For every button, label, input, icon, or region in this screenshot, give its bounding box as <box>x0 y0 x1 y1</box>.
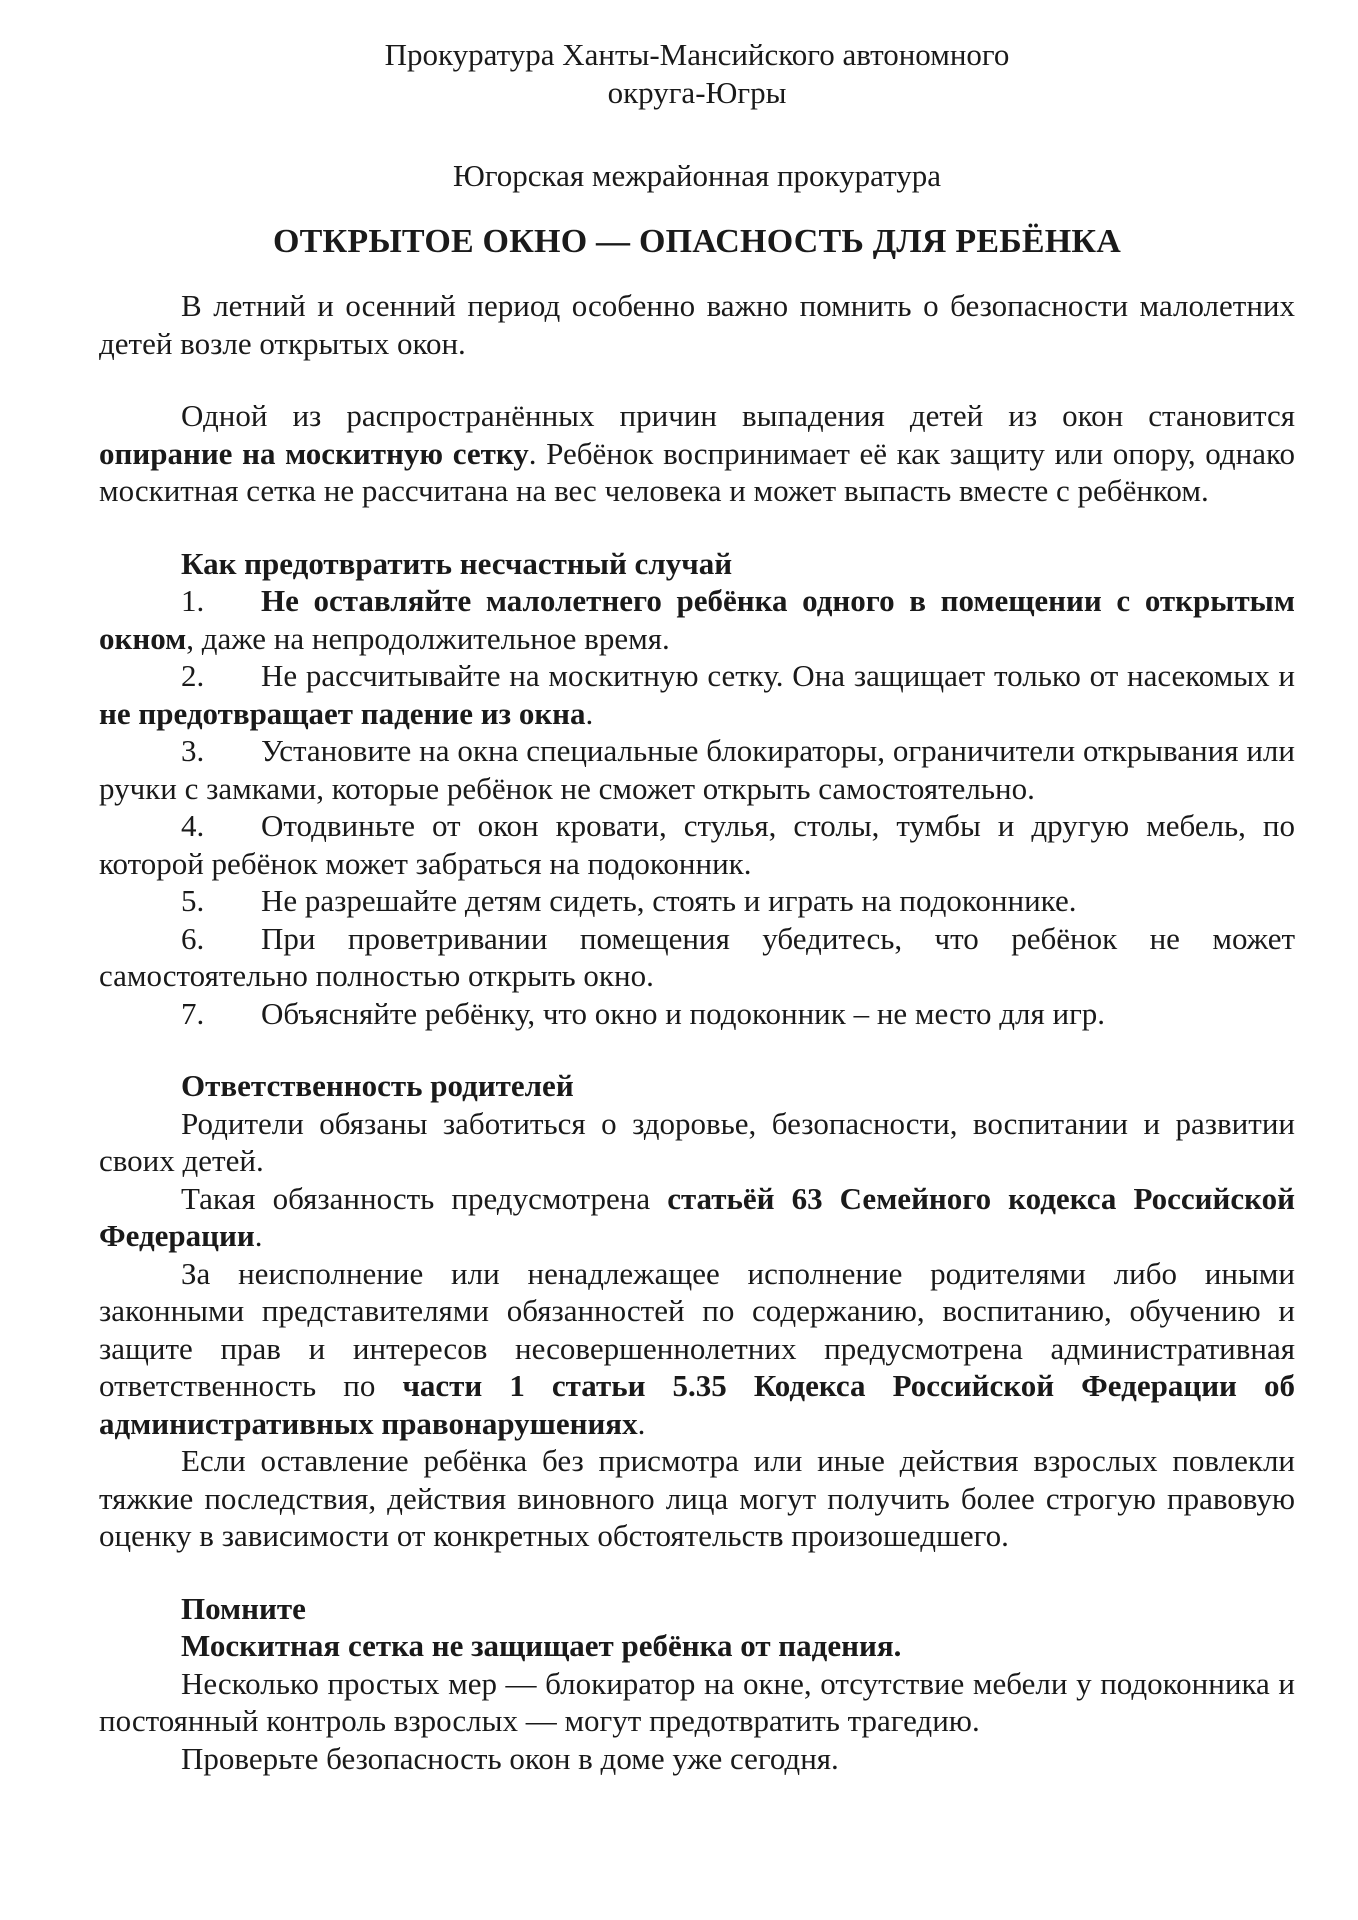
resp-p2-end: . <box>254 1218 263 1253</box>
intro-p2-start: Одной из распространённых причин выпадения детей из окон становится <box>181 398 1295 433</box>
list-number: 6. <box>181 920 205 956</box>
intro-p2-bold: опирание на москитную сетку <box>99 435 529 471</box>
header-subtitle: Югорская межрайонная прокуратура <box>452 158 942 193</box>
remember-paragraph-2: Проверьте безопасность окон в доме уже сегодня. <box>181 1740 839 1776</box>
list-item-text: При проветривании помещения убедитесь, что ребёнок не может самостоятельно полностью открыть окно. <box>99 920 1295 993</box>
prevent-heading: Как предотвратить несчастный случай <box>181 545 733 581</box>
responsibility-heading: Ответственность родителей <box>181 1068 574 1103</box>
list-number: 7. <box>181 995 205 1031</box>
remember-paragraph-1: Несколько простых мер — блокиратор на окне, отсутствие мебели у подоконника и постоянный контроль взрослых — могут предотвратить трагедию. <box>99 1665 1295 1738</box>
header-org-line-1: Прокуратура Ханты-Мансийского автономного <box>384 37 1010 72</box>
list-item <box>99 732 1295 807</box>
intro-paragraph-1: В летний и осенний период особенно важно помнить о безопасности малолетних детей возле открытых окон. <box>99 288 1295 361</box>
list-item <box>99 582 1295 657</box>
resp-p2-bold: статьёй 63 Семейного кодекса Российской Федерации <box>99 1180 1295 1253</box>
responsibility-paragraph-1: Родители обязаны заботиться о здоровье, безопасности, воспитании и развитии своих детей. <box>99 1105 1295 1178</box>
intro-p2-end: . Ребёнок воспринимает её как защиту или опору, однако москитная сетка не рассчитана на вес человека и может выпасть вместе с ребёнком. <box>99 435 1295 508</box>
intro-paragraph-2 <box>99 397 1295 510</box>
responsibility-paragraph-4: Если оставление ребёнка без присмотра или иные действия взрослых повлекли тяжкие последствия, действия виновного лица могут получить более строгую правовую оценку в зависимости от конкретных обстоятельств произошедшего. <box>99 1443 1295 1553</box>
list-item-text: Отодвиньте от окон кровати, стулья, столы, тумбы и другую мебель, по которой ребёнок может забраться на подоконник. <box>99 808 1295 881</box>
list-number: 5. <box>181 883 205 918</box>
list-item <box>99 920 1295 995</box>
list-item <box>99 882 1295 920</box>
list-item-text: , даже на непродолжительное время. <box>186 620 670 656</box>
list-number: 3. <box>181 733 205 768</box>
header-org-line-2: округа-Югры <box>607 74 787 110</box>
responsibility-paragraph-2 <box>99 1180 1295 1255</box>
list-item-bold: Не оставляйте малолетнего ребёнка одного в помещении с открытым окном <box>99 583 1295 656</box>
remember-subheading: Москитная сетка не защищает ребёнка от падения. <box>181 1628 902 1663</box>
resp-p3-bold: части 1 статьи 5.35 Кодекса Российской Федерации об административных правонарушениях <box>99 1368 1295 1441</box>
document-title: ОТКРЫТОЕ ОКНО — ОПАСНОСТЬ ДЛЯ РЕБЁНКА <box>272 222 1122 260</box>
list-item-bold: не предотвращает падение из окна <box>99 695 586 731</box>
list-number: 4. <box>181 808 205 843</box>
list-item-end: . <box>585 695 594 731</box>
resp-p2-start: Такая обязанность предусмотрена <box>181 1180 668 1216</box>
list-item-text: Не рассчитывайте на москитную сетку. Она защищает только от насекомых и <box>261 658 1295 693</box>
resp-p3-end: . <box>637 1405 646 1441</box>
document-page <box>99 36 1295 1777</box>
list-item-text: Установите на окна специальные блокираторы, ограничители открывания или ручки с замками, которые ребёнок не сможет открыть самостоятельно. <box>99 733 1295 806</box>
list-number: 1. <box>181 583 205 618</box>
list-item-text: Не разрешайте детям сидеть, стоять и играть на подоконнике. <box>261 883 1077 918</box>
list-item <box>99 657 1295 732</box>
list-item <box>99 807 1295 882</box>
list-number: 2. <box>181 658 205 693</box>
list-item-text: Объясняйте ребёнку, что окно и подоконник – не место для игр. <box>261 995 1106 1031</box>
list-item <box>99 995 1295 1033</box>
remember-heading: Помните <box>181 1590 306 1626</box>
resp-p3-start: За неисполнение или ненадлежащее исполнение родителями либо иными законными представителями обязанностей по содержанию, воспитанию, обучению и защите прав и интересов несовершеннолетних предусмотрена административная ответственность по <box>99 1255 1295 1403</box>
responsibility-paragraph-3 <box>99 1255 1295 1443</box>
